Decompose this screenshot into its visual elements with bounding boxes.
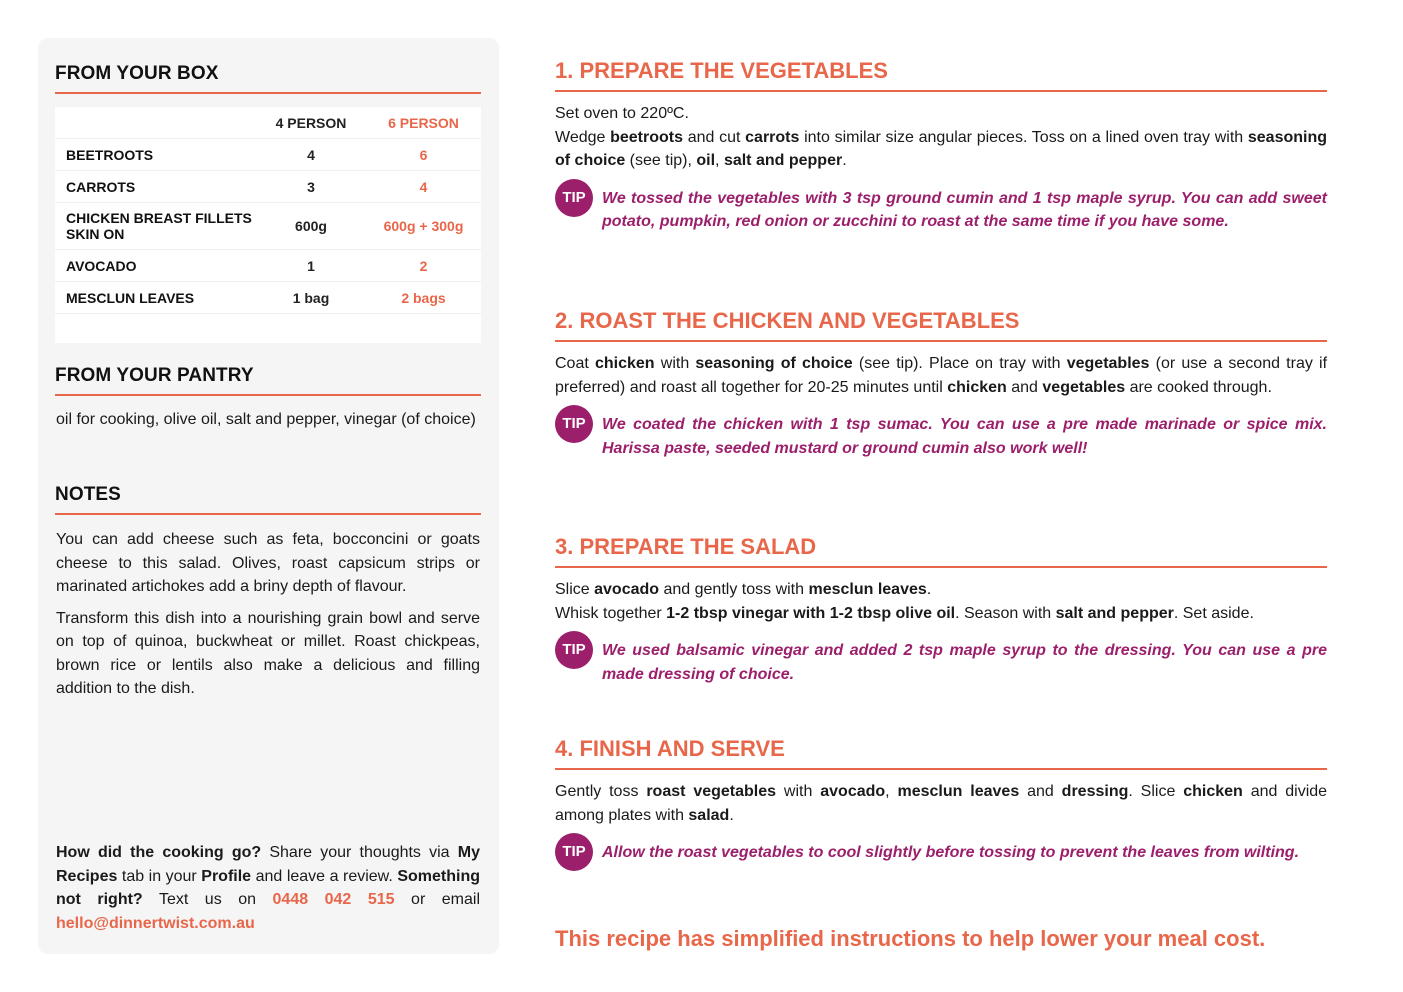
instruction-text: Gently toss (555, 783, 647, 800)
tip-badge-icon: TIP (555, 405, 593, 443)
table-row (55, 203, 481, 250)
tip-block (555, 841, 1327, 865)
instruction-text: . (842, 152, 847, 169)
column-header-ingredient (55, 107, 256, 139)
column-header-4-person: 4 PERSON (256, 107, 366, 139)
instruction-text: (see tip), (625, 152, 697, 169)
ingredients-table (55, 107, 481, 343)
step-2 (555, 308, 1327, 460)
instruction-text: . (729, 806, 734, 824)
highlighted-ingredient: dressing (1061, 783, 1129, 800)
step-body (555, 352, 1327, 399)
feedback-question: How did the cooking go? (56, 844, 262, 861)
instruction-text: into similar size angular pieces. Toss on a lined oven tray with (799, 128, 1248, 146)
instruction-text: and divide among plates with (555, 783, 1328, 824)
step-body (555, 578, 1327, 625)
ingredient-name: BEETROOTS (55, 139, 256, 171)
instruction-text: with (776, 783, 821, 800)
notes-title: NOTES (55, 484, 481, 515)
notes-paragraph: Transform this dish into a nourishing grain bowl and serve on top of quinoa, buckwheat or millet. Roast chickpeas, brown rice or lentils also make a delicious and filling addition to the dish. (56, 609, 480, 697)
from-your-pantry-title: FROM YOUR PANTRY (55, 365, 481, 396)
qty-6-person: 2 (366, 250, 481, 282)
tip-badge-icon: TIP (555, 631, 593, 669)
step-title: 2. ROAST THE CHICKEN AND VEGETABLES (555, 308, 1327, 342)
tip-block (555, 413, 1327, 460)
column-header-6-person: 6 PERSON (366, 107, 481, 139)
highlighted-ingredient: salad (688, 806, 730, 824)
instruction-text: . Set aside. (1173, 604, 1254, 622)
table-row (55, 139, 481, 171)
highlighted-ingredient: beetroots (610, 128, 684, 146)
feedback-span: or email (394, 891, 481, 908)
feedback-text (56, 841, 480, 935)
instruction-text: Set oven to 220ºC. (555, 105, 689, 122)
tip-text: We used balsamic vinegar and added 2 tsp maple syrup to the dressing. You can use a pre made dressing of choice. (602, 642, 1327, 683)
instruction-text: and (1006, 378, 1043, 396)
highlighted-ingredient: carrots (745, 128, 800, 146)
highlighted-ingredient: oil (696, 152, 716, 169)
ingredient-name: CHICKEN BREAST FILLETS SKIN ON (55, 203, 256, 250)
highlighted-ingredient: seasoning of choice (555, 128, 1328, 169)
qty-4-person: 1 bag (256, 282, 366, 314)
qty-4-person: 1 (256, 250, 366, 282)
qty-6-person: 4 (366, 171, 481, 203)
qty-6-person: 600g + 300g (366, 203, 481, 250)
highlighted-ingredient: mesclun leaves (897, 783, 1020, 800)
instruction-text: Whisk together (555, 604, 667, 622)
highlighted-ingredient: salt and pepper (1055, 604, 1174, 622)
instruction-text: are cooked through. (1125, 378, 1272, 396)
highlighted-ingredient: roast vegetables (646, 783, 777, 800)
my-recipes-label: My Recipes (56, 844, 480, 885)
qty-6-person: 6 (366, 139, 481, 171)
tip-badge-icon: TIP (555, 833, 593, 871)
ingredients-panel (38, 38, 499, 954)
instruction-text: . Slice (1128, 783, 1184, 800)
tip-text: We coated the chicken with 1 tsp sumac. You can use a pre made marinade or spice mix. Harissa paste, seeded mustard or ground cumin also work well! (602, 416, 1327, 457)
tip-block (555, 187, 1327, 234)
notes-body (56, 528, 480, 709)
step-title: 1. PREPARE THE VEGETABLES (555, 58, 1327, 92)
instruction-text: , (715, 152, 724, 169)
feedback-span: and leave a review. (251, 867, 398, 885)
step-body (555, 780, 1327, 827)
instruction-text: Wedge (555, 128, 611, 146)
ingredient-name: AVOCADO (55, 250, 256, 282)
instruction-text: with (654, 355, 696, 372)
highlighted-ingredient: chicken (947, 378, 1007, 396)
feedback-span: Share your thoughts via (261, 844, 458, 861)
ingredient-name: CARROTS (55, 171, 256, 203)
table-header-row (55, 107, 481, 139)
step-3 (555, 534, 1327, 686)
tip-text: We tossed the vegetables with 3 tsp ground cumin and 1 tsp maple syrup. You can add sweet potato, pumpkin, red onion or zucchini to roast at the same time if you have some. (602, 189, 1327, 230)
instruction-text: and (1019, 783, 1062, 800)
table-row (55, 250, 481, 282)
support-question: Something not right? (56, 867, 480, 908)
highlighted-ingredient: 1-2 tbsp vinegar with 1-2 tbsp olive oil (666, 604, 956, 622)
table-row (55, 282, 481, 314)
highlighted-ingredient: salt and pepper (723, 152, 843, 169)
email-link[interactable]: hello@dinnertwist.com.au (56, 914, 255, 932)
step-4 (555, 736, 1327, 871)
instruction-text: (or use a second tray if preferred) and roast all together for 20-25 minutes until (555, 355, 1328, 396)
step-1 (555, 58, 1327, 234)
instruction-text: , (885, 783, 898, 800)
highlighted-ingredient: vegetables (1042, 378, 1126, 396)
instruction-text: . Season with (955, 604, 1056, 622)
highlighted-ingredient: vegetables (1066, 355, 1150, 372)
simplified-instructions-note: This recipe has simplified instructions to help lower your meal cost. (555, 926, 1266, 951)
profile-label: Profile (201, 867, 252, 885)
pantry-items: oil for cooking, olive oil, salt and pepper, vinegar (of choice) (56, 411, 476, 428)
highlighted-ingredient: chicken (1183, 783, 1243, 800)
step-title: 4. FINISH AND SERVE (555, 736, 1327, 770)
feedback-span: tab in your (117, 867, 202, 885)
highlighted-ingredient: seasoning of choice (695, 355, 853, 372)
phone-link[interactable]: 0448 042 515 (272, 891, 395, 908)
step-body (555, 102, 1327, 173)
notes-paragraph: You can add cheese such as feta, bocconcini or goats cheese to this salad. Olives, roast capsicum strips or marinated artichokes add a briny depth of flavour. (56, 531, 480, 595)
from-your-box-title: FROM YOUR BOX (55, 63, 481, 94)
highlighted-ingredient: avocado (594, 581, 660, 598)
highlighted-ingredient: avocado (820, 783, 886, 800)
instruction-text: and gently toss with (659, 581, 809, 598)
qty-4-person: 4 (256, 139, 366, 171)
step-title: 3. PREPARE THE SALAD (555, 534, 1327, 568)
table-row (55, 171, 481, 203)
instruction-text: Coat (555, 355, 595, 372)
tip-text: Allow the roast vegetables to cool slightly before tossing to prevent the leaves from wilting. (602, 844, 1300, 861)
tip-block (555, 639, 1327, 686)
highlighted-ingredient: chicken (594, 355, 655, 372)
qty-4-person: 600g (256, 203, 366, 250)
tip-badge-icon: TIP (555, 179, 593, 217)
instruction-text: . (926, 581, 932, 598)
qty-4-person: 3 (256, 171, 366, 203)
instruction-text: and cut (683, 128, 746, 146)
instruction-text: (see tip). Place on tray with (852, 355, 1067, 372)
qty-6-person: 2 bags (366, 282, 481, 314)
ingredient-name: MESCLUN LEAVES (55, 282, 256, 314)
instruction-text: Slice (555, 581, 595, 598)
feedback-span: Text us on (142, 891, 273, 908)
highlighted-ingredient: mesclun leaves (808, 581, 927, 598)
